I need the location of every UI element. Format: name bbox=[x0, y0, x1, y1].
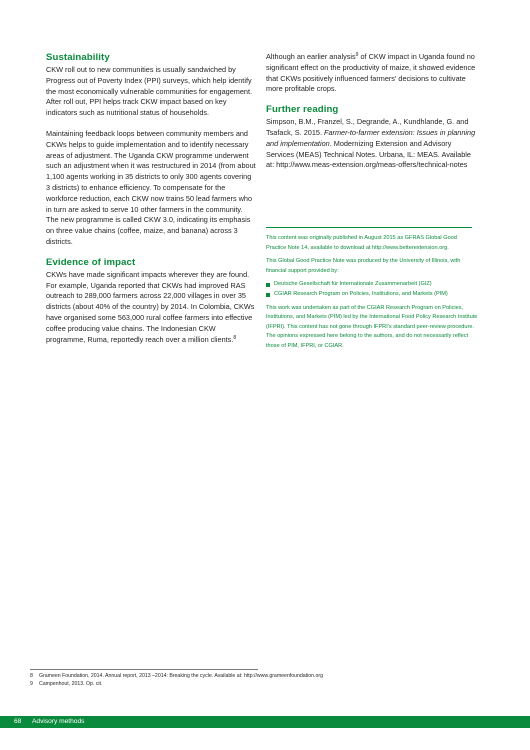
supporter-label: Deutsche Gesellschaft für Internationale Zusammenarbeit (GIZ) bbox=[274, 281, 432, 288]
evidence-heading: Evidence of impact bbox=[46, 256, 136, 268]
publication-note bbox=[266, 234, 478, 356]
note-divider bbox=[266, 227, 472, 228]
note-origin: This content was originally published in August 2015 as GFRAS Global Good Practice Note 14, available to download at http://www.betterextension.org. bbox=[266, 235, 457, 251]
supporter-item bbox=[266, 290, 478, 300]
intro-paragraph bbox=[266, 52, 478, 95]
footnote-item bbox=[30, 672, 470, 680]
reference-title: Farmer-to-farmer extension: Issues in planning and implementation bbox=[266, 127, 476, 148]
sustainability-paragraph-2: Maintaining feedback loops between community members and CKWs helps to guide implementation and to identify necessary areas of adjustment. The Uganda CKW programme underwent such an adjustment when it was restructured in 2014 (from about 1,100 agents working in 35 districts to only 300 agents covering 3 districts) to enhance efficiency. To compensate for the workforce reduction, each CKW now trains 50 lead farmers who in turn are asked to serve 10 other farmers in the community. The new programme is called CKW 3.0, indicating its emphasis on three value chains (coffee, maize, and banana) across 3 districts. bbox=[46, 128, 256, 246]
footnote-divider bbox=[30, 669, 258, 670]
footnote-number: 9 bbox=[30, 681, 33, 687]
intro-text-start: Although an earlier analysis bbox=[266, 52, 356, 61]
section-label: Advisory methods bbox=[32, 718, 85, 725]
footnotes bbox=[30, 672, 470, 688]
footnote-item bbox=[30, 680, 470, 688]
footnote-text: Grameen Foundation. 2014. Annual report, 2013 –2014: Breaking the cycle. Available at: http://www.grameenfoundation.org bbox=[39, 673, 323, 679]
sustainability-heading: Sustainability bbox=[46, 52, 110, 63]
supporter-list bbox=[266, 280, 478, 299]
intro-text-end: of CKW impact in Uganda found no significant effect on the productivity of maize, it showed evidence that CKWs positively influenced farmers' decisions to cultivate more profitable crops. bbox=[266, 52, 476, 94]
reference-entry bbox=[266, 117, 478, 171]
footnote-text: Campenhout, 2013. Op. cit. bbox=[39, 681, 103, 687]
evidence-text: CKWs have made significant impacts wherever they are found. For example, Uganda reported that CKWs had improved RAS outreach to 289,000 farmers across 22,000 villages in over 35 districts (about 40% of the country) by 2014. In Colombia, CKWs have organised some 563,000 rural coffee farmers into effective coffee producing value chains. The Indonesian CKW programme, Ruma, reportedly reach over a million clients. bbox=[46, 269, 255, 344]
square-bullet-icon bbox=[266, 283, 270, 287]
reference-authors: Simpson, B.M., Franzel, S., Degrande, A., Kundhlande, G. and Tsafack, S. 2015. bbox=[266, 117, 469, 137]
supporter-label: CGIAR Research Program on Policies, Institutions, and Markets (PIM) bbox=[274, 290, 448, 297]
further-reading-heading: Further reading bbox=[266, 104, 339, 116]
page-number: 68 bbox=[14, 718, 22, 725]
right-column bbox=[266, 52, 478, 171]
square-bullet-icon bbox=[266, 293, 270, 297]
note-producer: This Global Good Practice Note was produced by the University of Illinois, with financial support provided by: bbox=[266, 258, 461, 274]
footnote-number: 8 bbox=[30, 673, 33, 679]
footnote-ref-8[interactable]: 8 bbox=[233, 334, 237, 341]
sustainability-paragraph-1: CKW roll out to new communities is usually sandwiched by Progress out of Poverty Index (PPI) surveys, which help identify the most economically vulnerable communities for engagement. After roll out, PPI helps track CKW impact based on key indicators such as nutritional status of households. bbox=[46, 65, 253, 118]
footnote-ref-9[interactable]: 9 bbox=[355, 52, 359, 58]
supporter-item bbox=[266, 280, 478, 290]
evidence-paragraph bbox=[46, 270, 256, 346]
note-disclaimer: This work was undertaken as part of the CGIAR Research Program on Policies, Institutions, and Markets (PIM) led by the International Food Policy Research Institute (IFPRI). This content has not gone through IFPRI's standard peer-review procedure. The opinions expressed here belong to the authors, and do not necessarily reflect those of PIM, IFPRI, or CGIAR. bbox=[266, 304, 478, 349]
page-footer-bar bbox=[0, 716, 530, 728]
left-column bbox=[46, 52, 256, 345]
reference-details: . Modernizing Extension and Advisory Services (MEAS) Technical Notes. Urbana, IL: MEAS. Available at: http://www.meas-extension.org/meas-offers/technical-notes bbox=[266, 138, 471, 170]
